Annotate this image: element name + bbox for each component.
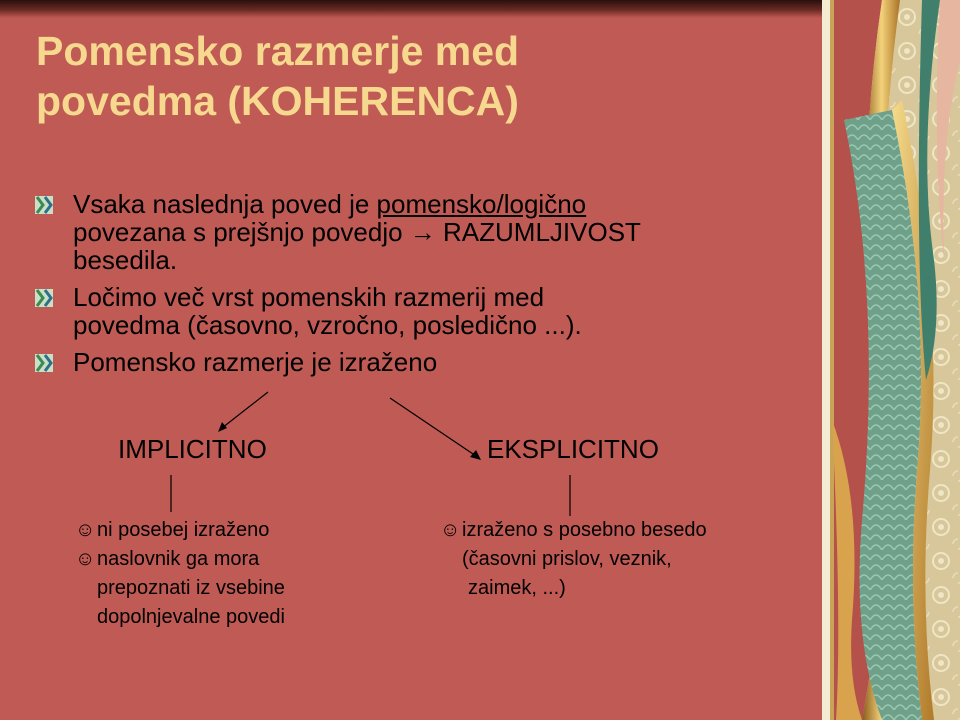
slide-title-line-2: povedma (KOHERENCA) (36, 78, 519, 124)
bullet-2-line-1: Ločimo več vrst pomenskih razmerij med (73, 282, 545, 312)
decorative-side-panel (822, 0, 960, 720)
implicitno-item-2 (75, 545, 285, 574)
implicitno-item-1-text: ni posebej izraženo (97, 519, 270, 541)
arrow-to-eksplicitno (390, 398, 476, 456)
smiley-icon: ☺ (75, 548, 96, 570)
slide-title-line-1: Pomensko razmerje med (36, 28, 520, 74)
smiley-icon: ☺ (75, 519, 96, 541)
bullet-1-line-3: besedila. (73, 245, 178, 275)
eksplicitno-item-1-text: izraženo s posebno besedo (462, 519, 707, 541)
branch-label-eksplicitno: EKSPLICITNO (487, 434, 659, 464)
eksplicitno-item-1 (440, 516, 707, 545)
branch-label-implicitno: IMPLICITNO (118, 434, 267, 464)
bullet-3-line-1: Pomensko razmerje je izraženo (73, 347, 438, 377)
bullet-1-line-1-start: Vsaka naslednja poved je (73, 189, 377, 219)
bullet-1-line-2: povezana s prejšnjo povedjo → RAZUMLJIVOST (73, 217, 641, 247)
implicitno-item-2-text: naslovnik ga mora (97, 548, 260, 570)
smiley-icon: ☺ (440, 519, 461, 541)
arrowhead-implicitno-icon (218, 422, 227, 432)
eksplicitno-continuation-1: (časovni prislov, veznik, (462, 548, 672, 570)
arrow-to-implicitno (222, 392, 268, 428)
implicitno-item-1 (75, 516, 285, 545)
eksplicitno-details (440, 516, 707, 603)
bullet-1-underlined-phrase: pomensko/logično (376, 189, 587, 219)
implicitno-continuation-1: prepoznati iz vsebine (97, 577, 285, 599)
eksplicitno-continuation-2: zaimek, ...) (468, 577, 566, 599)
arrowhead-eksplicitno-icon (470, 450, 481, 460)
implicitno-continuation-2: dopolnjevalne povedi (97, 606, 285, 628)
implicitno-details (75, 516, 285, 632)
bullet-2-line-2: povedma (časovno, vzročno, posledično ...). (73, 310, 582, 340)
